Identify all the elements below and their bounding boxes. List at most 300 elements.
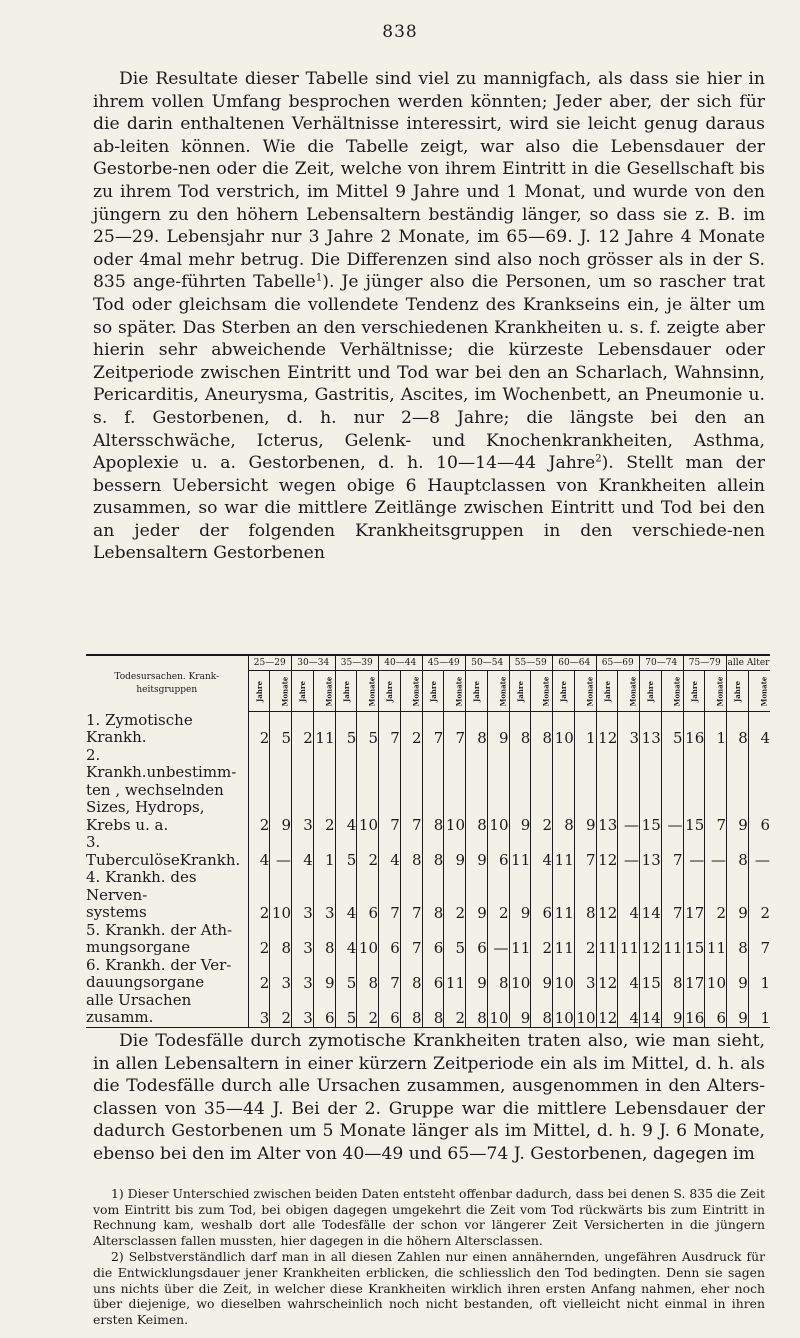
cell-months <box>661 799 683 817</box>
cell-months <box>661 922 683 940</box>
cell-years <box>292 957 314 975</box>
row-label: 5. Krankh. der Ath- <box>86 920 233 939</box>
footnote-ref-1[interactable]: 1 <box>315 272 323 284</box>
cell-years <box>509 747 531 782</box>
cell-months: 10 <box>357 817 379 835</box>
unit-header-label: Monate <box>585 676 595 706</box>
cell-months <box>531 922 553 940</box>
cell-months: 6 <box>705 992 727 1028</box>
row-label: 1. Zymotische Krankh. <box>86 710 193 746</box>
cell-years: 4 <box>335 939 357 957</box>
cell-years: 11 <box>509 939 531 957</box>
footnotes <box>93 1186 765 1328</box>
cell-years: 11 <box>553 904 575 922</box>
cell-years: 10 <box>553 712 575 747</box>
cell-months <box>444 747 466 782</box>
cell-years: 2 <box>248 712 270 747</box>
unit-header-years <box>727 671 749 712</box>
cell-years <box>335 782 357 800</box>
cell-months: 3 <box>313 904 335 922</box>
cell-years <box>335 922 357 940</box>
mortality-table-container <box>86 654 770 1028</box>
unit-header-years <box>292 671 314 712</box>
cell-years: 9 <box>727 992 749 1028</box>
cell-months: 4 <box>618 904 640 922</box>
cell-years <box>379 869 401 904</box>
cell-months: 6 <box>313 992 335 1028</box>
cell-years: 17 <box>683 904 705 922</box>
cell-months: 9 <box>574 817 596 835</box>
cell-months <box>531 747 553 782</box>
unit-header-months <box>705 671 727 712</box>
cell-years: 10 <box>509 974 531 992</box>
table-body <box>86 712 770 1028</box>
cell-months <box>444 922 466 940</box>
cell-years <box>683 747 705 782</box>
cell-months <box>270 782 292 800</box>
unit-header-years <box>683 671 705 712</box>
cell-months: 2 <box>400 712 422 747</box>
cell-months <box>400 922 422 940</box>
unit-header-label: Monate <box>672 676 682 706</box>
row-label: 2. Krankh.unbestimm- <box>86 745 237 781</box>
cell-years: 4 <box>248 834 270 869</box>
cell-months: 2 <box>444 904 466 922</box>
cell-months: 11 <box>444 974 466 992</box>
cell-years <box>248 957 270 975</box>
cell-months: 4 <box>748 712 770 747</box>
table-row <box>86 957 770 975</box>
cell-months: — <box>270 834 292 869</box>
table-row <box>86 834 770 869</box>
cell-months <box>705 869 727 904</box>
cell-years: 12 <box>596 974 618 992</box>
cell-years: 12 <box>596 712 618 747</box>
unit-header-label: Jahre <box>602 680 612 702</box>
footnote-ref-2[interactable]: 2 <box>595 453 602 465</box>
column-header-cause: Todesursachen. Krank-heitsgruppen <box>114 671 220 695</box>
cell-months: 7 <box>661 834 683 869</box>
row-label: 4. Krankh. des Nerven- <box>86 868 197 904</box>
cell-months: 10 <box>487 992 509 1028</box>
cell-years <box>292 922 314 940</box>
cell-months: 8 <box>661 974 683 992</box>
cell-years: 15 <box>640 974 662 992</box>
cell-years: 8 <box>422 834 444 869</box>
cell-months <box>487 747 509 782</box>
cell-years <box>640 799 662 817</box>
cell-months <box>618 747 640 782</box>
cell-years: 8 <box>727 834 749 869</box>
row-label: Sizes, Hydrops, <box>86 798 205 816</box>
cell-years <box>553 782 575 800</box>
cell-months: 11 <box>618 939 640 957</box>
age-group-header: 70—74 <box>640 655 684 671</box>
cell-months <box>400 957 422 975</box>
cell-months: 5 <box>270 712 292 747</box>
cell-years: 9 <box>466 834 488 869</box>
unit-header-label: Monate <box>715 676 725 706</box>
cell-months <box>531 869 553 904</box>
cell-months: 10 <box>444 817 466 835</box>
cell-years <box>509 799 531 817</box>
cell-years <box>509 922 531 940</box>
cell-years: 8 <box>466 712 488 747</box>
cell-months <box>705 922 727 940</box>
cell-years <box>596 799 618 817</box>
cell-months <box>574 782 596 800</box>
cell-years <box>379 957 401 975</box>
cell-months: 11 <box>661 939 683 957</box>
unit-header-years <box>379 671 401 712</box>
cell-years: 9 <box>727 817 749 835</box>
cell-years: 16 <box>683 992 705 1028</box>
cell-months <box>574 747 596 782</box>
table-row <box>86 747 770 782</box>
unit-header-label: Jahre <box>341 680 351 702</box>
unit-header-months <box>357 671 379 712</box>
cell-years: 4 <box>335 904 357 922</box>
cell-years: 2 <box>248 974 270 992</box>
unit-header-months <box>661 671 683 712</box>
cell-years <box>248 747 270 782</box>
cell-years: 5 <box>335 992 357 1028</box>
unit-header-months <box>487 671 509 712</box>
cell-months: 8 <box>531 712 553 747</box>
cell-years: 5 <box>335 712 357 747</box>
cell-years: 11 <box>509 834 531 869</box>
row-label: dauungsorgane <box>86 973 205 991</box>
cell-months <box>748 922 770 940</box>
cell-months <box>618 957 640 975</box>
cell-years: 5 <box>335 834 357 869</box>
cell-months: 2 <box>313 817 335 835</box>
cell-years: 8 <box>422 817 444 835</box>
cell-years: 7 <box>379 817 401 835</box>
cell-months: 4 <box>618 974 640 992</box>
cell-months <box>357 957 379 975</box>
age-group-header: 25—29 <box>248 655 292 671</box>
cell-months <box>531 957 553 975</box>
row-label: mungsorgane <box>86 938 191 956</box>
cell-months <box>313 869 335 904</box>
unit-header-label: Jahre <box>689 680 699 702</box>
cell-months: 5 <box>661 712 683 747</box>
cell-months <box>444 799 466 817</box>
cell-months: 11 <box>705 939 727 957</box>
cell-years <box>335 869 357 904</box>
cell-years <box>640 869 662 904</box>
row-label: systems <box>86 903 147 921</box>
cell-months <box>531 782 553 800</box>
footnote-2: 2) Selbstverständlich darf man in all diesen Zahlen nur einen annähernden, ungefähren Ausdruck für die Entwicklungsdauer jener Krankheiten erblicken, die schliesslich den Tod bedingten. Denn sie sagen uns nichts über die Zeit, in welcher diese Krankheiten wirklich ihren ersten Anfang nahmen, eher noch über diejenige, wo dieselben wahrscheinlich noch nicht bestanden, oft vielleicht nicht einmal in ihren ersten Keimen. <box>93 1249 765 1327</box>
cell-years <box>596 782 618 800</box>
cell-years: 8 <box>727 939 749 957</box>
cell-months: — <box>661 817 683 835</box>
cell-years <box>553 869 575 904</box>
cell-years <box>683 799 705 817</box>
cell-months <box>661 869 683 904</box>
cell-years <box>596 922 618 940</box>
cell-months: 8 <box>400 974 422 992</box>
cell-years <box>335 747 357 782</box>
cell-months <box>400 799 422 817</box>
cell-years: 8 <box>727 712 749 747</box>
cell-years: 6 <box>379 939 401 957</box>
cell-months <box>748 782 770 800</box>
unit-header-label: Monate <box>759 676 769 706</box>
cell-months: 2 <box>531 939 553 957</box>
unit-header-years <box>509 671 531 712</box>
unit-header-label: Jahre <box>646 680 656 702</box>
cell-years: 3 <box>292 817 314 835</box>
cell-years: 11 <box>553 834 575 869</box>
intro-text-part-2: . Je jünger also die Personen, um so rascher trat Tod oder gleichsam die vollendete Tendenz des Krankseins ein, je älter um so später. Das Sterben an den verschiedenen Krankheiten u. s. f. zeigte aber hierin sehr abweichende Verhältnisse; die kürzeste Lebensdauer oder Zeitperiode zwischen Eintritt und Tod war bei den an Scharlach, Wahnsinn, Pericarditis, Aneurysma, Gastritis, Ascites, im Wochenbett, an Pneumonie u. s. f. Gestorbenen, d. h. nur 2—8 Jahre; die längste bei den an Altersschwäche, Icterus, Gelenk- und Knochenkrankheiten, Asthma, Apoplexie u. a. Gestorbenen, d. h. 10—14—44 Jahre <box>93 272 765 474</box>
cell-months <box>618 869 640 904</box>
cell-years <box>466 922 488 940</box>
cell-years <box>466 747 488 782</box>
cell-months <box>357 922 379 940</box>
intro-text-part-1: Die Resultate dieser Tabelle sind viel zu mannigfach, als dass sie hier in ihrem vollen Umfang besprochen werden könnten; Jeder aber, der sich für die darin enthaltenen Verhältnisse interessirt, wird sie leicht genug daraus ab-leiten können. Wie die Tabelle zeigt, war also die Lebensdauer der Gestorbe-nen oder die Zeit, welche von ihrem Eintritt in die Gesellschaft bis zu ihrem Tod verstrich, im Mittel 9 Jahre und 1 Monat, und wurde von den jüngern zu den höhern Lebensaltern beständig länger, so dass sie z. B. im 25—29. Lebensjahr nur 3 Jahre 2 Monate, im 65—69. J. 12 Jahre 4 Monate oder 4mal mehr betrug. Die Differenzen sind also noch grösser als in der S. 835 ange-führten Tabelle <box>93 69 765 293</box>
table-row <box>86 939 770 957</box>
cell-months <box>357 869 379 904</box>
cell-years: 5 <box>335 974 357 992</box>
row-label: 3. TuberculöseKrankh. <box>86 833 241 869</box>
cell-years <box>422 747 444 782</box>
cell-months <box>748 957 770 975</box>
cell-years: 3 <box>292 992 314 1028</box>
cell-months <box>357 782 379 800</box>
cell-years: 14 <box>640 992 662 1028</box>
cell-months <box>574 922 596 940</box>
cell-years <box>292 782 314 800</box>
cell-years <box>596 957 618 975</box>
cell-months: 7 <box>705 817 727 835</box>
cell-months: 8 <box>357 974 379 992</box>
unit-header-years <box>553 671 575 712</box>
cell-years <box>248 799 270 817</box>
cell-years <box>422 869 444 904</box>
cell-years <box>727 747 749 782</box>
unit-header-months <box>313 671 335 712</box>
cell-months <box>270 869 292 904</box>
cell-months: 8 <box>531 992 553 1028</box>
cell-years: 15 <box>640 817 662 835</box>
table-row <box>86 974 770 992</box>
cell-months: 7 <box>444 712 466 747</box>
cell-years: 15 <box>683 817 705 835</box>
cell-months <box>313 747 335 782</box>
cell-months: 1 <box>313 834 335 869</box>
unit-header-months <box>574 671 596 712</box>
cell-years: 7 <box>379 712 401 747</box>
cell-months <box>487 922 509 940</box>
unit-header-years <box>596 671 618 712</box>
cell-years <box>248 782 270 800</box>
cell-months: 2 <box>357 834 379 869</box>
cell-months: 2 <box>705 904 727 922</box>
cell-years: 8 <box>422 992 444 1028</box>
table-row <box>86 904 770 922</box>
cell-years: 8 <box>422 904 444 922</box>
cell-years <box>422 957 444 975</box>
cell-months <box>400 747 422 782</box>
cell-years: 8 <box>466 992 488 1028</box>
unit-header-label: Jahre <box>254 680 264 702</box>
cell-years <box>248 869 270 904</box>
cell-years <box>335 799 357 817</box>
cell-months: 11 <box>313 712 335 747</box>
cell-years <box>640 782 662 800</box>
table-row <box>86 712 770 747</box>
cell-months: 3 <box>574 974 596 992</box>
cell-years <box>727 869 749 904</box>
cell-years: 6 <box>379 992 401 1028</box>
cell-years: 9 <box>509 992 531 1028</box>
cell-years <box>683 869 705 904</box>
cell-months: 8 <box>574 904 596 922</box>
cell-years: 3 <box>292 974 314 992</box>
cell-years: 4 <box>292 834 314 869</box>
table-row <box>86 992 770 1028</box>
cell-months <box>705 782 727 800</box>
cell-months: 9 <box>270 817 292 835</box>
cell-months <box>270 747 292 782</box>
unit-header-label: Monate <box>324 676 334 706</box>
cell-years: 11 <box>596 939 618 957</box>
cell-years: 7 <box>379 904 401 922</box>
cell-years: 8 <box>553 817 575 835</box>
cell-years <box>727 922 749 940</box>
unit-header-label: Jahre <box>298 680 308 702</box>
cell-months <box>357 747 379 782</box>
cell-years <box>553 922 575 940</box>
unit-header-months <box>531 671 553 712</box>
cell-months <box>705 747 727 782</box>
cell-months: 2 <box>357 992 379 1028</box>
cell-years <box>379 747 401 782</box>
paragraph-analysis <box>93 1030 765 1166</box>
cell-years <box>466 782 488 800</box>
unit-header-label: Monate <box>498 676 508 706</box>
cell-months: 1 <box>748 974 770 992</box>
cell-years <box>292 799 314 817</box>
cell-months <box>313 957 335 975</box>
cell-months: 9 <box>661 992 683 1028</box>
cell-years <box>683 782 705 800</box>
age-group-header: 50—54 <box>466 655 510 671</box>
cell-months: 10 <box>705 974 727 992</box>
cell-months <box>705 957 727 975</box>
cell-months <box>400 782 422 800</box>
cell-years: 9 <box>509 817 531 835</box>
cell-months: 1 <box>574 712 596 747</box>
cell-years: 8 <box>466 817 488 835</box>
cell-years: 6 <box>422 939 444 957</box>
cell-months: 7 <box>574 834 596 869</box>
cell-months <box>487 957 509 975</box>
cell-months <box>618 782 640 800</box>
unit-header-years <box>335 671 357 712</box>
cell-months: 7 <box>400 904 422 922</box>
cell-years <box>466 957 488 975</box>
cell-months: 5 <box>357 712 379 747</box>
cell-years <box>509 782 531 800</box>
cell-months: 3 <box>618 712 640 747</box>
cell-months: 10 <box>487 817 509 835</box>
cell-years <box>683 922 705 940</box>
age-group-header: 55—59 <box>509 655 553 671</box>
age-group-header: 30—34 <box>292 655 336 671</box>
cell-months <box>661 747 683 782</box>
cell-years: — <box>683 834 705 869</box>
cell-months: 2 <box>444 992 466 1028</box>
cell-months <box>313 799 335 817</box>
cell-months <box>400 869 422 904</box>
cell-months <box>618 799 640 817</box>
cell-months <box>531 799 553 817</box>
cell-months: 4 <box>531 834 553 869</box>
cell-months: 7 <box>748 939 770 957</box>
cell-years <box>248 922 270 940</box>
cell-years: 3 <box>248 992 270 1028</box>
cell-months <box>357 799 379 817</box>
unit-header-label: Jahre <box>428 680 438 702</box>
unit-header-label: Monate <box>411 676 421 706</box>
cell-months: 5 <box>444 939 466 957</box>
cell-months <box>661 957 683 975</box>
cell-years: 9 <box>727 904 749 922</box>
cell-months: — <box>618 817 640 835</box>
cell-years <box>466 869 488 904</box>
cell-months <box>444 869 466 904</box>
cell-years <box>422 922 444 940</box>
cell-months: — <box>748 834 770 869</box>
cell-months: 3 <box>270 974 292 992</box>
cell-years: 13 <box>640 712 662 747</box>
row-label: ten , wechselnden <box>86 780 224 799</box>
unit-header-months <box>270 671 292 712</box>
cell-months: 6 <box>487 834 509 869</box>
cell-years <box>683 957 705 975</box>
table-row <box>86 817 770 835</box>
age-group-header: 35—39 <box>335 655 379 671</box>
cell-years: 7 <box>379 974 401 992</box>
cell-months <box>574 957 596 975</box>
cell-months: 9 <box>487 712 509 747</box>
cell-months <box>748 869 770 904</box>
unit-header-label: Jahre <box>733 680 743 702</box>
cell-years: 2 <box>292 712 314 747</box>
age-group-header: alle Alter <box>727 655 771 671</box>
cell-years: 11 <box>553 939 575 957</box>
cell-years: 16 <box>683 712 705 747</box>
age-group-header: 60—64 <box>553 655 597 671</box>
cell-years: 9 <box>509 904 531 922</box>
cell-months <box>270 957 292 975</box>
unit-header-label: Monate <box>367 676 377 706</box>
cell-months <box>313 922 335 940</box>
unit-header-years <box>640 671 662 712</box>
cell-years: 4 <box>379 834 401 869</box>
table-row <box>86 782 770 800</box>
cell-months: 8 <box>270 939 292 957</box>
footnote-1: 1) Dieser Unterschied zwischen beiden Daten entsteht offenbar dadurch, dass bei denen S. 835 die Zeit vom Eintritt bis zum Tod, bei obigen dagegen umgekehrt die Zeit vom Tod rückwärts bis zum Eintritt in Rechnung kam, weshalb dort alle Todesfälle der schon vor längerer Zeit Versicherten in die jüngern Altersclassen fallen mussten, hier dagegen in die höhern Altersclassen. <box>93 1186 765 1248</box>
cell-years <box>466 799 488 817</box>
cell-years: 8 <box>509 712 531 747</box>
cell-months <box>487 869 509 904</box>
cell-years <box>422 799 444 817</box>
